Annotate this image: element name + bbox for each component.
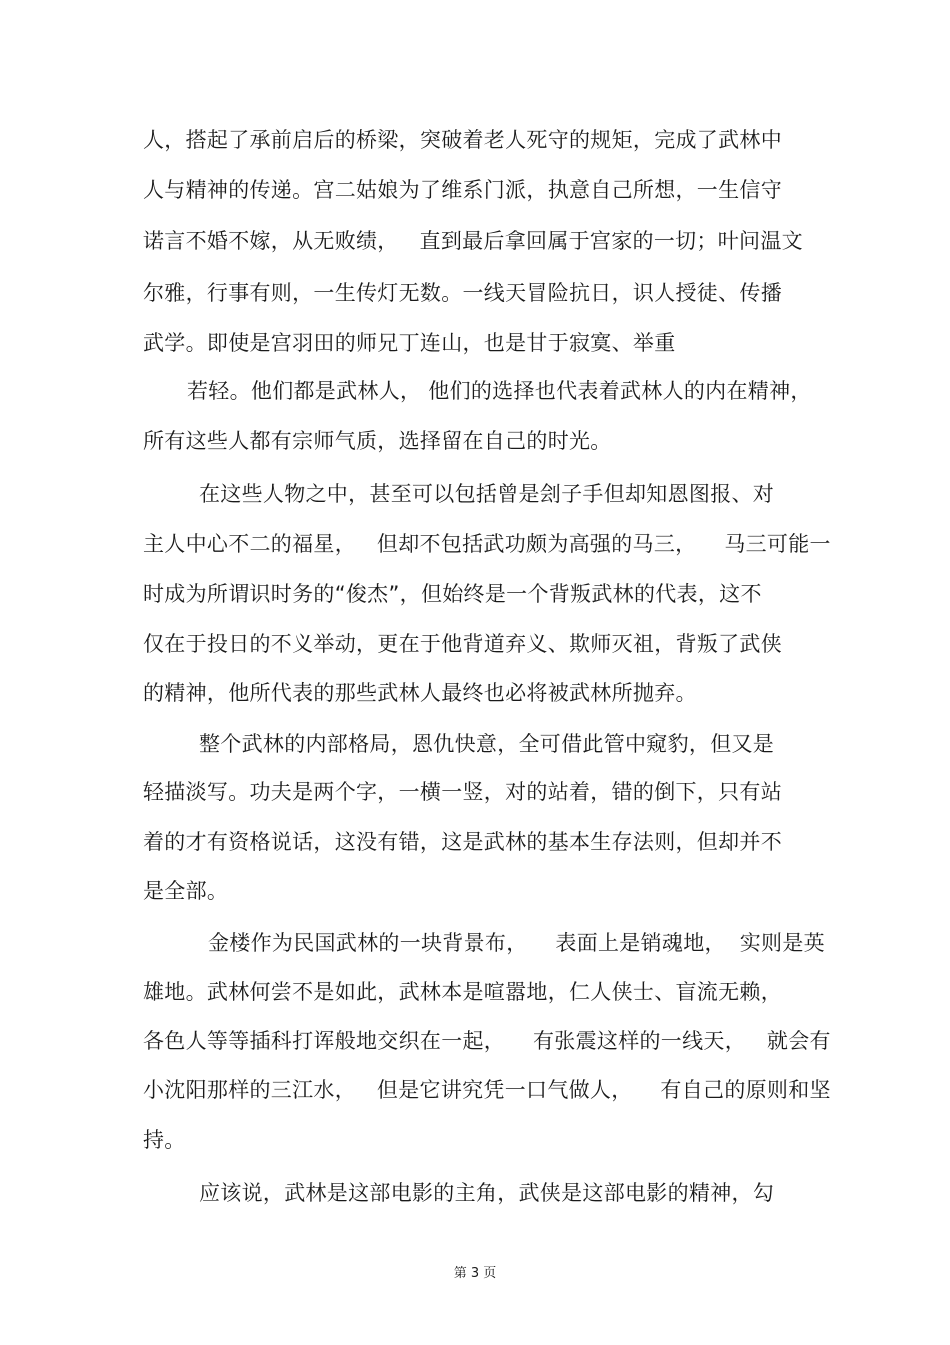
text-line: 时成为所谓识时务的“俊杰”，但始终是一个背叛武林的代表，这不 — [143, 582, 762, 606]
text-line: 小沈阳那样的三江水， 但是它讲究凭一口气做人， 有自己的原则和坚 — [143, 1078, 831, 1102]
text-line: 的精神，他所代表的那些武林人最终也必将被武林所抛弃。 — [143, 681, 697, 705]
text-line: 轻描淡写。功夫是两个字，一横一竖，对的站着，错的倒下，只有站 — [143, 780, 782, 804]
text-line: 武学。即使是宫羽田的师兄丁连山，也是甘于寂寞、举重 — [143, 331, 676, 355]
text-line: 若轻。他们都是武林人， 他们的选择也代表着武林人的内在精神， — [187, 379, 812, 403]
text-line: 持。 — [143, 1128, 186, 1152]
text-line: 是全部。 — [143, 879, 229, 903]
text-line: 在这些人物之中，甚至可以包括曾是刽子手但却知恩图报、对 — [199, 482, 775, 506]
text-line: 主人中心不二的福星， 但却不包括武功颇为高强的马三， 马三可能一 — [143, 532, 831, 556]
text-line: 尔雅，行事有则，一生传灯无数。一线天冒险抗日，识人授徒、传播 — [143, 281, 782, 305]
text-line: 诺言不婚不嫁，从无败绩， 直到最后拿回属于宫家的一切；叶问温文 — [143, 229, 803, 253]
text-line: 雄地。武林何尝不是如此，武林本是喧嚣地，仁人侠士、盲流无赖， — [143, 980, 782, 1004]
text-line: 各色人等等插科打诨般地交织在一起， 有张震这样的一线天， 就会有 — [143, 1029, 831, 1053]
text-line: 仅在于投日的不义举动，更在于他背道弃义、欺师灭祖，背叛了武侠 — [143, 632, 782, 656]
text-line: 着的才有资格说话，这没有错，这是武林的基本生存法则，但却并不 — [143, 830, 782, 854]
text-line: 整个武林的内部格局，恩仇快意，全可借此管中窥豹，但又是 — [199, 732, 775, 756]
text-line: 所有这些人都有宗师气质，选择留在自己的时光。 — [143, 429, 612, 453]
text-line: 人，搭起了承前启后的桥梁，突破着老人死守的规矩，完成了武林中 — [143, 128, 782, 152]
text-line: 人与精神的传递。宫二姑娘为了维系门派，执意自己所想，一生信守 — [143, 178, 782, 202]
text-line: 金楼作为民国武林的一块背景布， 表面上是销魂地， 实则是英 — [208, 931, 825, 955]
text-line: 应该说，武林是这部电影的主角，武侠是这部电影的精神，勾 — [199, 1181, 775, 1205]
page-number: 第 3 页 — [453, 1266, 497, 1281]
